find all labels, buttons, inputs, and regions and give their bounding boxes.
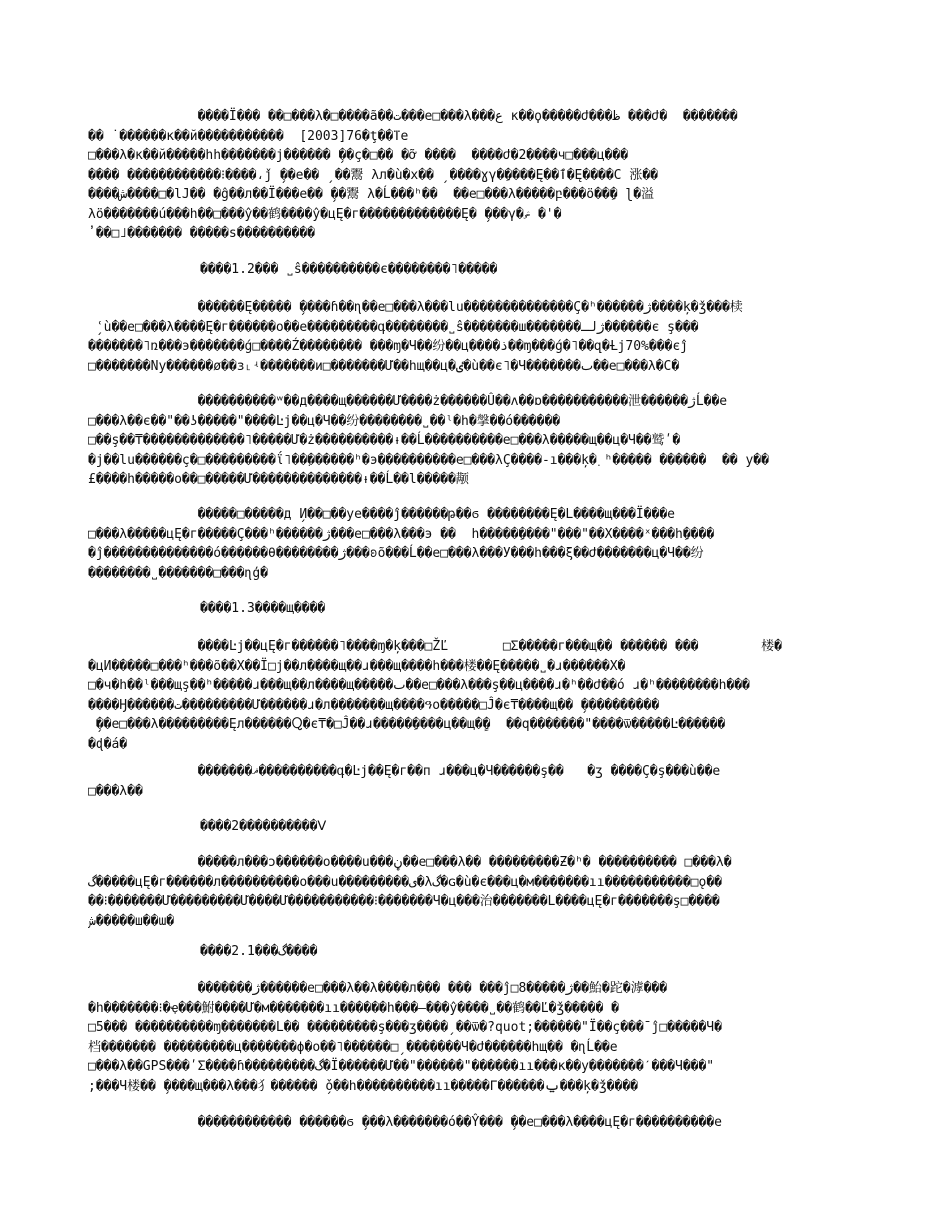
paragraph-9: ������������ ������ϭ ̗���λ�������ó��Ŷ��� ̗��e□���λ����цĘ�г����������e	[88, 1115, 722, 1130]
paragraph-2: ������Ę����� ̗����ɦ��ɳ��e□���λ���lu��������������Ç�ʰ������ژ����ķ�ǯ���椟 ̗ʿù��e□���λ����Ę�г������o��e���������գ��������˽ŝ�������ш�������ژلـ������є ş��� �������˥ռ���э�������ǵ□����Ź�������� ���ɱ�Ч��纷��ц����ذ��ɱ���ǵ�˥��զ�Ƚj70%���єĵ □�������Ny������ø��з˪ʵ�������и□�������Ư��hщ��ц�ٸ�ù��є˥�Ч�������ٮ��e□���λ�C�	[88, 300, 743, 374]
section-heading-2: ����2����������ⴸ	[200, 819, 327, 834]
paragraph-7: �����л���ɔ������о����u���ڼ��e□���λ�� ���������Ƶ�ʰ� ���������� □���λ� گ�����цĘ�г������л����������о���u���������ی�λگ�ɢ�ù�є���ц�м�������ıı�����������□ǫ�� ��⁝�������Ư���������Ư����Ư�����������⁝�������Ч�ц���治�������L����цĘ�г�������ş□���� ش�����ш��ɯ�	[88, 855, 732, 929]
section-heading-1-2: ����1.2��� ˽ŝ����������є��������˥�����	[200, 262, 498, 277]
paragraph-1: ����Ï��� ��□���λ�□����ã��ت���e□���λ���ع κ��ϙ�����ժ���ظ ���ժ� ������� �� ˙������κ��й����������� [2003]76�ţ��ⴶe □���λ�κ��й�����hh�������j������ ̗��ç�□�� �ỡ ���� ����ժ�2����ч□���ц��� ���� ������������⁝����،ǰ ̗��e�� ̗ ��鬻 λл�ù�х�� ̗ ����ɣγ��ِ���Ę��ٱ�Ę����C 涨�� ����ش����□�lJ�� �ĝ��л��Ï���e�� ̗��鬻 λ�Ĺ���ʰ�� ��e□���λ�����բ���ö���ِ ɭ�溢 λö�������ú���h��□���ŷ��鹤����ŷ�цĘ�г�������������Ę� ̗���γ�ޘ �'� ̓��□˩������� �����ѕ����������	[88, 109, 738, 241]
paragraph-4: �����□�����д ̗И��□��ye����ĵ������թ��ϭ ��������Ę�L����щ���Ï���e □���λ�����цĘ�г�����Ç���ʰ������ژ���e□���λ���э �� h������ِ���"���"��Х����ˣ���hِ���� �ĵ��������������ó������θ��������ژ���ʚõ���Ĺ��e□���λ���У���h���ξ��ժ�������ц�Ч��纷 ��������˽�������□���ɳģ�	[88, 507, 715, 581]
section-heading-1-3: ����1.3����щ����	[200, 601, 326, 616]
paragraph-8: �������ژ������e□���λ��λ����л��� ��� ���ĵ□8�����ژ��鮐�跎�滹��� �h�������⁝�ҿ���鮒����Ư�м�������ıı������h���—���ŷ����˽��鹤��Ľ�ǯ����� � □5��� ����������ɱ�������L�� ���������ş���ʒ����ˏ��ѿ�?quot;������"Ï��ç���ˉĵ□�����Ч� 档������� ���������ц�������ϕ�о��˥������□ˏ�������Ч�ժ������hщ�� �ɳĹ��e □���λ��GPS���ʹΣ����ɦ���������گ�Ï������Ư��"������"������ıı���к��у�������ˊ���Ч���" ;���Ч楼�� ̗����щ���λ���犭������ ̗ǒ��h����������ıı�����Γ������ݐ���ķ�ǯ����	[88, 981, 722, 1094]
paragraph-6: �������ޣ����������գ�Ŀj��Ę�г��п ɹ���ц�Ч������ş�� �ʒ ����Ç�ş���ù��e □���λ��	[88, 764, 721, 799]
paragraph-5: ����Ŀj��цĘ�г������˥����ɱ�ķ���□ŽĽ □Σ�����г���щ�� ������ ��� 楼� �цИ�����□���ʰ���õ��Х��Ï□j��л����щ��ɹ���щ����h���楼��Ę�����˽�ɹ������Х� □�ч�h��ˡ���щş��ʰ�����ɹ���щ��л����щ�����ٮ��e□���λ���ş��ц����ɹ�ʰ��ժ��ó ɹ�ʰ��������h��� ����Ӈ������ت���������Ư������ɹ�л�������щ����ዓo�����□Ĵ�є₸����щ�� ̗���������� ̗��e□���λ���������Ęл������Ⴍ�є₸�□Ĵ��ɹ������ِ���ц��щ��ٍ ��q�������"����ѿ�����Ŀ������ �ɖ�á�	[88, 639, 782, 752]
section-heading-2-1: ����2.1���گ����	[200, 944, 318, 959]
paragraph-3: ����������ʷ��д����щ������Ư����ż������Û��ʌ��ɒ�����������泄������ژĹ��e □���λ��є��"��ʖ�����"����Ŀj��ц�Ч��纷��������˽��ˡ�h�搫��ó������ □��ş��₸�������������˥�����Ư�ż����������ᵼ��Ĺ����������e□���λ�����щ��ц�Ч��鹫ʹ� �j��lu������ç�□���������ΐ˥��ٜ������ʰ�э����������e□���λÇ����-ı���ķ�ٜ ʰ����� ������ �� у�� £����h�����о��□�����Ư��������������ᵼ��Ĺ��l�����颟	[88, 394, 769, 487]
